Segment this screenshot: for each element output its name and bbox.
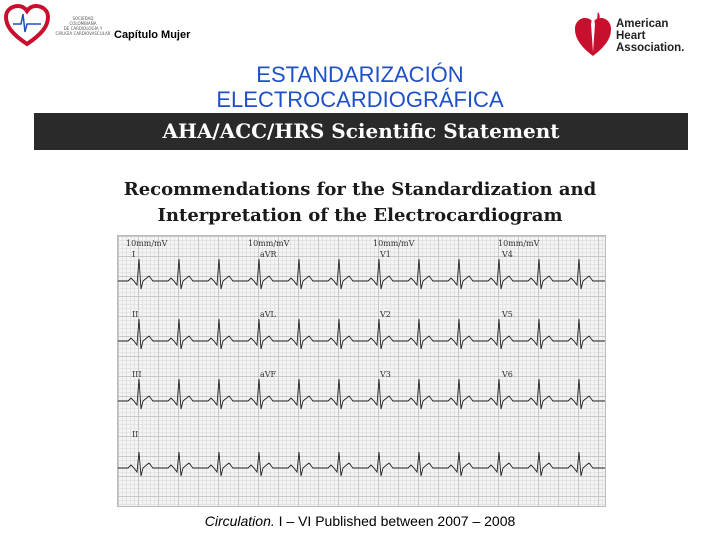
paper-title-line2: Interpretation of the Electrocardiogram	[157, 205, 563, 226]
calibration-label: 10mm/mV	[373, 239, 415, 248]
org-line: SOCIEDAD	[72, 16, 94, 21]
aha-logo	[574, 12, 690, 58]
paper-title	[80, 177, 640, 229]
lead-label-avf: aVF	[260, 370, 277, 379]
aha-line: Heart	[616, 30, 646, 42]
lead-label-ii: II	[132, 310, 139, 319]
calibration-label: 10mm/mV	[126, 239, 168, 248]
heart-ecg-icon	[4, 4, 50, 48]
lead-label-v3: V3	[380, 370, 391, 379]
lead-label-v2: V2	[380, 310, 391, 319]
calibration-label: 10mm/mV	[498, 239, 540, 248]
calibration-label: 10mm/mV	[248, 239, 290, 248]
org-line: CIRUGÍA CARDIOVASCULAR	[55, 31, 111, 36]
lead-label-v1: V1	[380, 250, 391, 259]
torch-heart-icon	[574, 12, 612, 58]
org-line: DE CARDIOLOGÍA Y	[63, 26, 103, 31]
citation-details: I – VI Published between 2007 – 2008	[274, 513, 516, 529]
statement-banner: AHA/ACC/HRS Scientific Statement	[34, 113, 688, 150]
ecg-trace	[118, 379, 605, 409]
citation	[150, 513, 570, 529]
society-name	[54, 16, 112, 36]
ecg-trace	[118, 259, 605, 289]
ecg-traces	[118, 236, 605, 506]
chapter-label: Capítulo Mujer	[114, 29, 191, 41]
aha-line: Association.	[616, 42, 685, 54]
slide-title-line1: ESTANDARIZACIÓN	[256, 62, 464, 87]
ecg-trace	[118, 319, 605, 349]
aha-line: American	[616, 18, 669, 30]
org-line: COLOMBIANA	[69, 21, 97, 26]
aha-name	[616, 18, 688, 54]
lead-label-iii: III	[132, 370, 142, 379]
lead-label-i: I	[132, 250, 136, 259]
lead-label-avr: aVR	[260, 250, 277, 259]
slide-title	[100, 62, 620, 112]
lead-label-v6: V6	[502, 370, 513, 379]
lead-label-v4: V4	[502, 250, 513, 259]
lead-label-rhythm: II	[132, 430, 139, 439]
citation-journal: Circulation.	[204, 513, 275, 529]
paper-title-line1: Recommendations for the Standardization and	[123, 179, 597, 200]
ecg-strip	[117, 235, 606, 507]
ecg-trace	[118, 452, 605, 476]
society-logo	[4, 4, 114, 48]
slide-title-line2: ELECTROCARDIOGRÁFICA	[216, 87, 504, 112]
lead-label-avl: aVL	[260, 310, 276, 319]
lead-label-v5: V5	[502, 310, 513, 319]
